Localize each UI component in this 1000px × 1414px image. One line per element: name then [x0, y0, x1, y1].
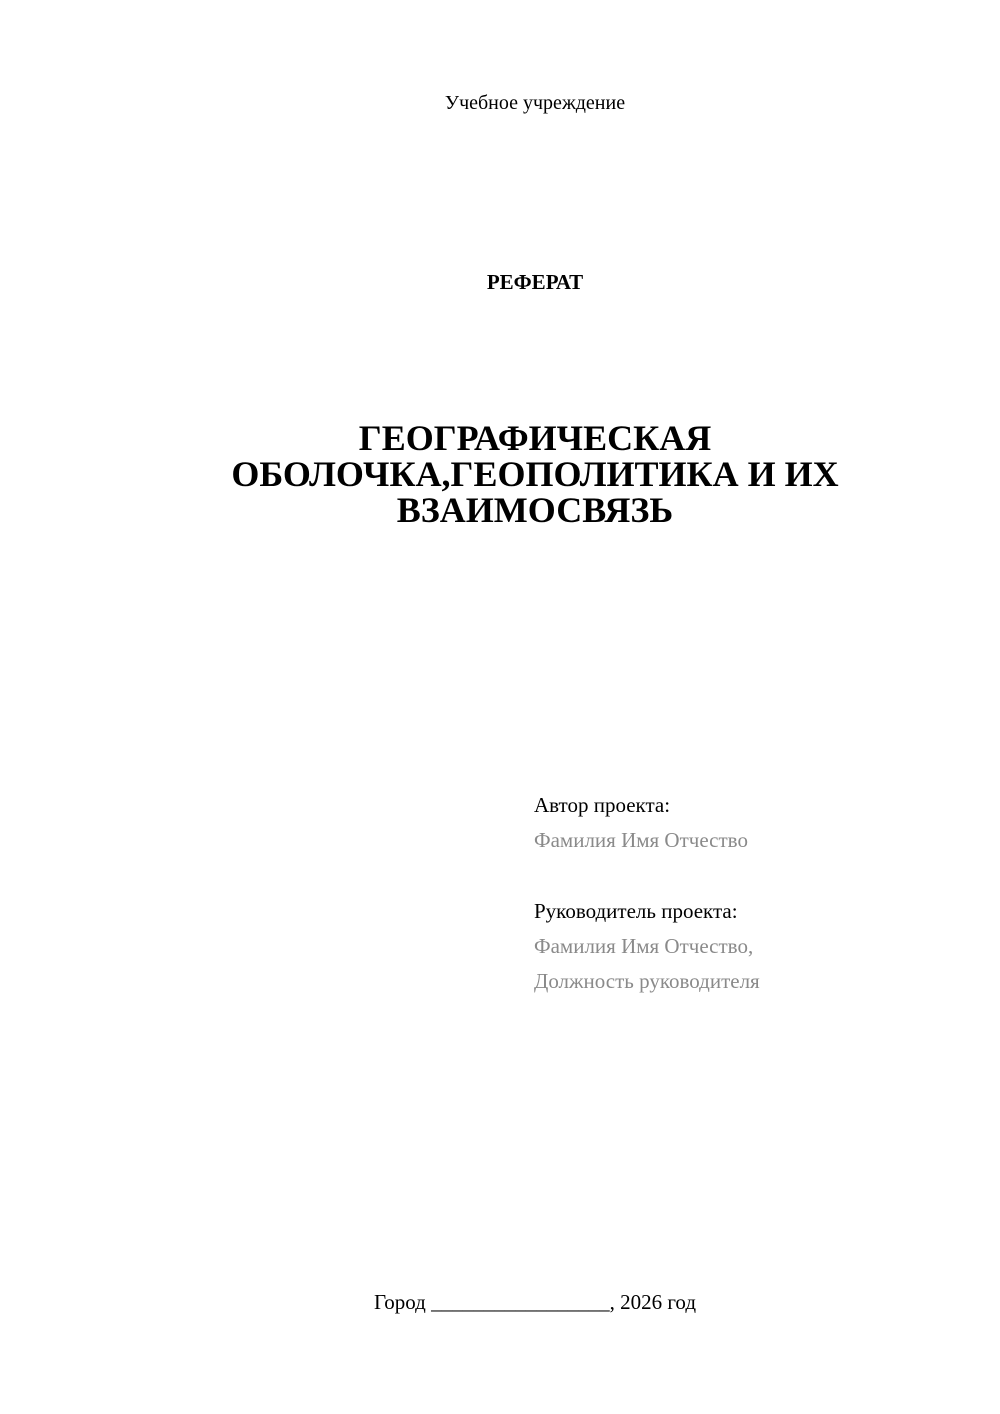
document-title [180, 420, 890, 528]
title-line: ГЕОГРАФИЧЕСКАЯ [358, 418, 712, 458]
institution-name: Учебное учреждение [444, 92, 626, 114]
title-line: ОБОЛОЧКА,ГЕОПОЛИТИКА И ИХ [231, 454, 839, 494]
document-type: РЕФЕРАТ [486, 270, 584, 294]
supervisor-label: Руководитель проекта: [534, 899, 738, 923]
supervisor-position: Должность руководителя [534, 969, 760, 993]
title-line: ВЗАИМОСВЯЗЬ [396, 490, 674, 530]
credits-block [534, 788, 760, 999]
city-year-line: Город _________________, 2026 год [373, 1290, 697, 1314]
supervisor-name: Фамилия Имя Отчество, [534, 934, 754, 958]
author-name: Фамилия Имя Отчество [534, 828, 748, 852]
author-label: Автор проекта: [534, 793, 671, 817]
